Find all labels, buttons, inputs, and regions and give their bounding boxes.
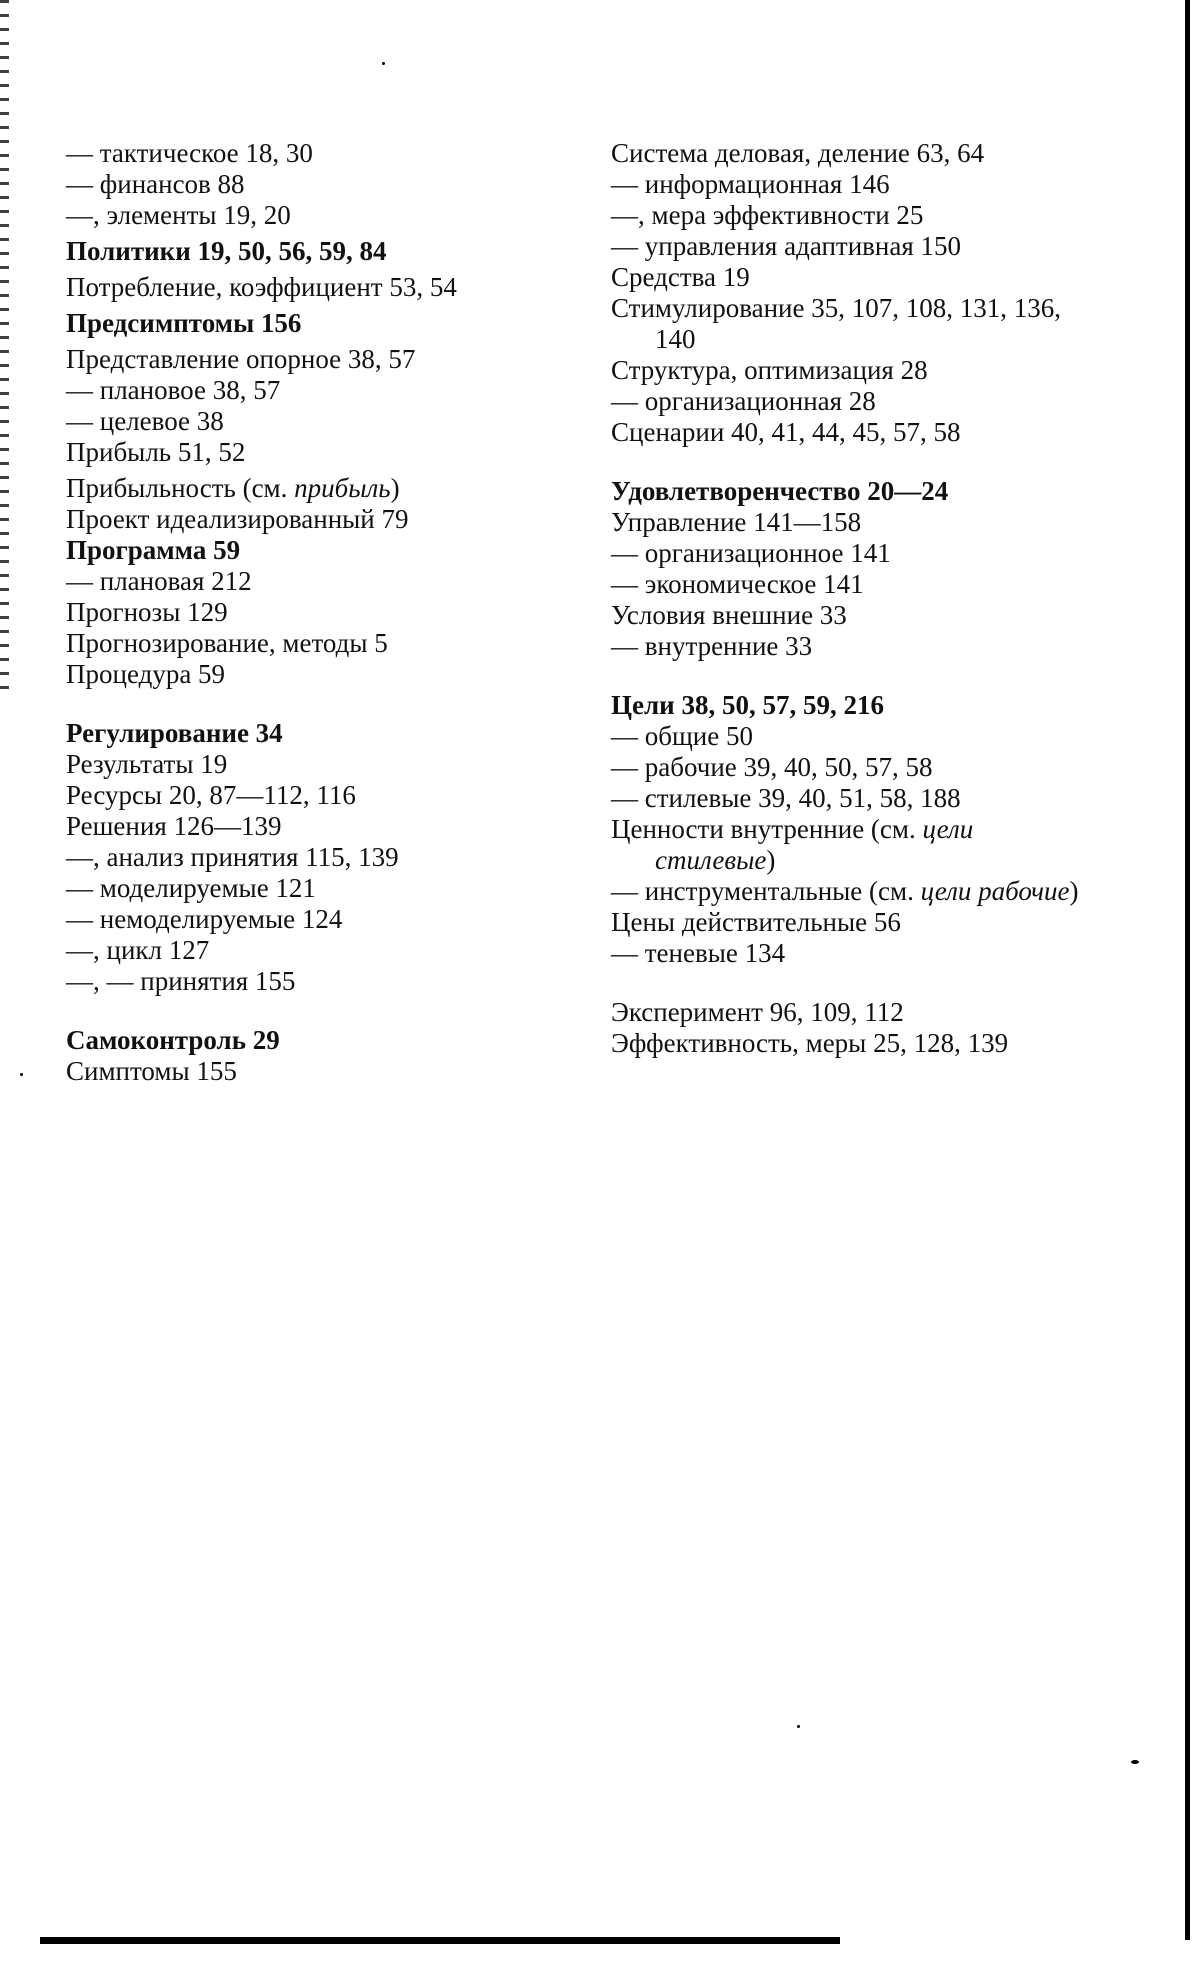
index-entry-reference: прибыль [294, 473, 391, 503]
index-entry [66, 473, 536, 504]
index-entry [66, 138, 536, 169]
index-entry-text: Регулирование 34 [66, 718, 283, 748]
index-entry [611, 293, 1081, 355]
index-entry-text: — моделируемые 121 [66, 873, 316, 903]
index-entry-text: Проект идеализированный 79 [66, 504, 409, 534]
index-entry [611, 507, 1081, 538]
index-entry-text: —, — принятия 155 [66, 966, 296, 996]
index-entry-text: Решения 126—139 [66, 811, 282, 841]
scan-speck [1131, 1760, 1139, 1764]
index-entry [66, 842, 536, 873]
index-entry-closing: ) [1069, 876, 1079, 906]
index-entry-reference: цели рабочие [920, 876, 1070, 906]
index-entry-text: —, мера эффективности 25 [611, 200, 924, 230]
index-entry-text: — плановое 38, 57 [66, 375, 281, 405]
index-entry [66, 780, 536, 811]
index-entry [66, 597, 536, 628]
index-entry [66, 718, 536, 749]
index-entry [611, 876, 1081, 907]
index-entry [611, 721, 1081, 752]
index-entry [66, 628, 536, 659]
scan-speck [20, 1073, 23, 1076]
index-entry [66, 504, 536, 535]
index-entry [611, 231, 1081, 262]
index-entry-text: Стимулирование 35, 107, 108, 131, 136, 140 [611, 293, 1061, 354]
index-entry [66, 935, 536, 966]
index-entry [611, 386, 1081, 417]
index-entry [611, 138, 1081, 169]
index-entry-text: — тактическое 18, 30 [66, 138, 313, 168]
index-entry-text: Управление 141—158 [611, 507, 862, 537]
scan-speck [797, 1725, 800, 1728]
index-entry-text: — стилевые 39, 40, 51, 58, 188 [611, 783, 961, 813]
index-entry [611, 417, 1081, 448]
index-entry [66, 437, 536, 468]
index-entry-text: — информационная 146 [611, 169, 890, 199]
index-entry-text: —, анализ принятия 115, 139 [66, 842, 399, 872]
index-entry-text: Средства 19 [611, 262, 750, 292]
index-entry-text: — рабочие 39, 40, 50, 57, 58 [611, 752, 933, 782]
index-entry [66, 535, 536, 566]
index-entry-text: Прогнозы 129 [66, 597, 228, 627]
scan-edge-marks [0, 0, 9, 700]
index-entry [611, 907, 1081, 938]
index-entry-text: Самоконтроль 29 [66, 1025, 280, 1055]
index-entry [611, 997, 1081, 1028]
index-entry-closing: ) [766, 845, 776, 875]
index-column-left [66, 138, 536, 1087]
index-entry-text: — плановая 212 [66, 566, 252, 596]
index-entry [611, 752, 1081, 783]
index-entry [66, 1025, 536, 1056]
index-entry [66, 749, 536, 780]
index-entry-text: Система деловая, деление 63, 64 [611, 138, 985, 168]
index-entry [66, 811, 536, 842]
index-entry-text: Процедура 59 [66, 659, 226, 689]
index-entry-text: — инструментальные (см. [611, 876, 921, 906]
index-entry [611, 169, 1081, 200]
index-entry [66, 236, 536, 267]
index-entry [66, 308, 536, 339]
index-entry-text: Удовлетворенчество 20—24 [611, 476, 949, 506]
index-entry-text: — общие 50 [611, 721, 753, 751]
index-entry-text: Ресурсы 20, 87—112, 116 [66, 780, 356, 810]
page-edge-line [1185, 0, 1190, 1940]
index-entry-text: Результаты 19 [66, 749, 228, 779]
index-entry-text: — экономическое 141 [611, 569, 864, 599]
index-entry [66, 375, 536, 406]
index-entry [611, 355, 1081, 386]
index-entry-text: —, элементы 19, 20 [66, 200, 291, 230]
index-entry [66, 873, 536, 904]
index-entry-text: — немоделируемые 124 [66, 904, 343, 934]
index-entry [611, 538, 1081, 569]
scan-speck [382, 62, 385, 65]
index-entry-text: Структура, оптимизация 28 [611, 355, 928, 385]
index-entry-text: — внутренние 33 [611, 631, 813, 661]
index-entry-text: —, цикл 127 [66, 935, 210, 965]
index-entry [611, 938, 1081, 969]
index-column-right [611, 138, 1081, 1059]
index-entry [611, 783, 1081, 814]
index-entry [66, 904, 536, 935]
index-entry [66, 659, 536, 690]
index-entry [611, 200, 1081, 231]
index-entry [66, 966, 536, 997]
index-entry-text: Предсимптомы 156 [66, 308, 302, 338]
index-entry-text: Прогнозирование, методы 5 [66, 628, 388, 658]
index-entry-text: Цели 38, 50, 57, 59, 216 [611, 690, 884, 720]
index-entry [66, 169, 536, 200]
index-entry-text: Эффективность, меры 25, 128, 139 [611, 1028, 1009, 1058]
index-entry [66, 406, 536, 437]
index-entry [66, 1056, 536, 1087]
index-entry [66, 566, 536, 597]
bottom-rule [40, 1937, 840, 1944]
index-entry-text: Прибыльность (см. [66, 473, 295, 503]
index-entry [66, 344, 536, 375]
index-entry [66, 272, 536, 303]
index-entry-text: Эксперимент 96, 109, 112 [611, 997, 904, 1027]
index-entry-text: Представление опорное 38, 57 [66, 344, 416, 374]
index-entry-text: Потребление, коэффициент 53, 54 [66, 272, 457, 302]
index-entry-text: Политики 19, 50, 56, 59, 84 [66, 236, 387, 266]
index-entry [611, 1028, 1081, 1059]
index-entry-text: Прибыль 51, 52 [66, 437, 246, 467]
index-entry-text: — организационная 28 [611, 386, 876, 416]
index-entry-text: Симптомы 155 [66, 1056, 237, 1086]
index-entry [611, 569, 1081, 600]
index-entry-text: — организационное 141 [611, 538, 891, 568]
index-entry-text: — целевое 38 [66, 406, 224, 436]
index-entry [611, 600, 1081, 631]
index-entry [66, 200, 536, 231]
index-entry-text: Цены действительные 56 [611, 907, 901, 937]
index-entry-text: Ценности внутренние (см. [611, 814, 923, 844]
index-entry-text: Сценарии 40, 41, 44, 45, 57, 58 [611, 417, 961, 447]
index-entry [611, 690, 1081, 721]
index-entry-text: — финансов 88 [66, 169, 245, 199]
index-entry-text: — теневые 134 [611, 938, 786, 968]
index-entry-text: Условия внешние 33 [611, 600, 847, 630]
index-entry-text: Программа 59 [66, 535, 241, 565]
index-entry-reference: цели стилевые [655, 814, 974, 875]
index-entry-text: — управления адаптивная 150 [611, 231, 961, 261]
index-entry [611, 262, 1081, 293]
index-entry [611, 814, 1081, 876]
index-entry [611, 631, 1081, 662]
index-entry [611, 476, 1081, 507]
index-entry-closing: ) [390, 473, 400, 503]
